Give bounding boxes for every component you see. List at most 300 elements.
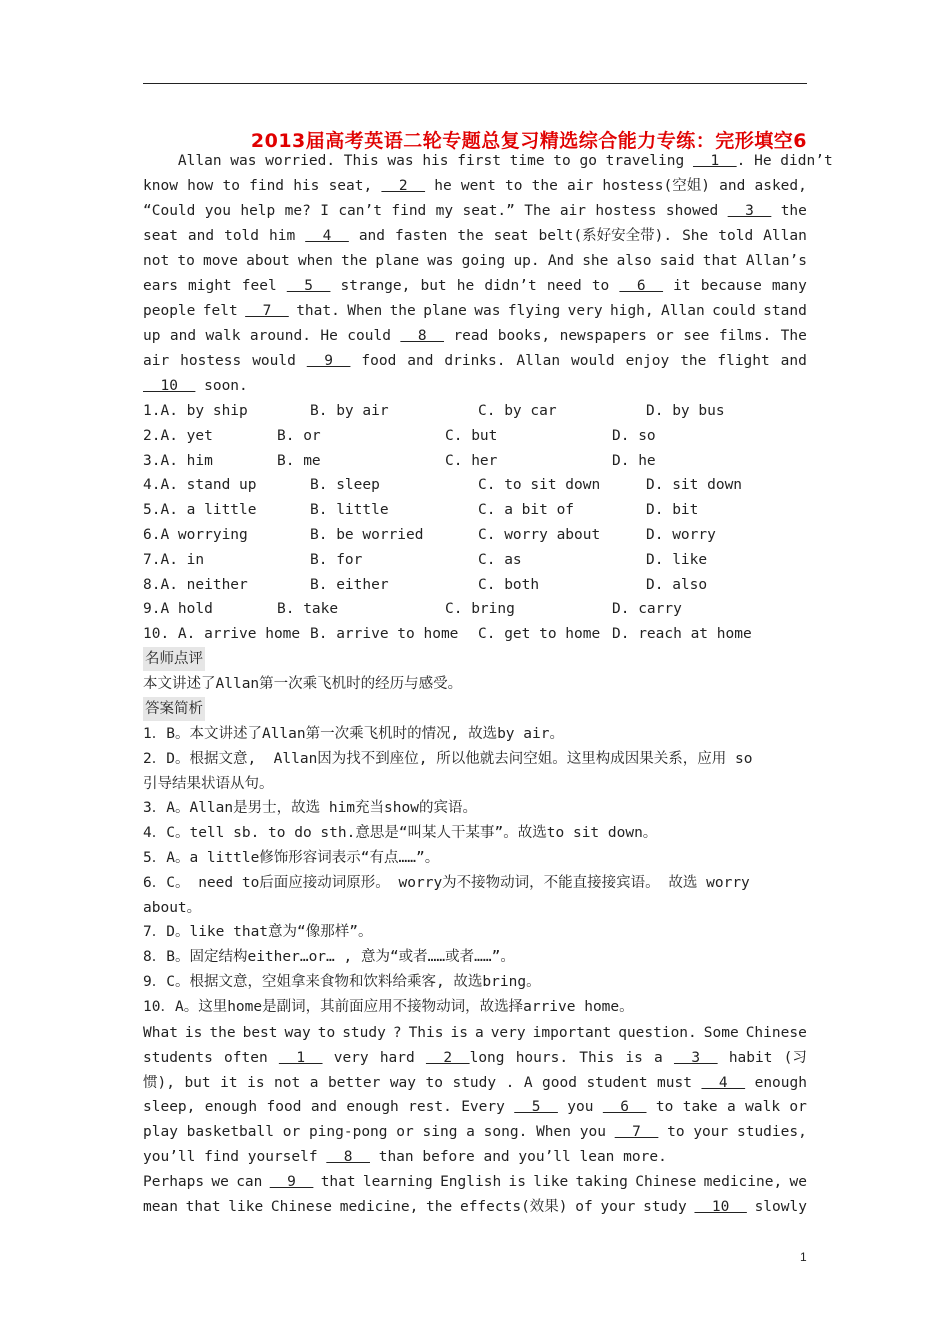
word: hostess(空姐) xyxy=(602,178,710,194)
word: play xyxy=(143,1124,178,1141)
word: and xyxy=(780,353,807,369)
word: the xyxy=(426,1198,453,1215)
word: food xyxy=(266,1099,302,1116)
option: 9.A hold xyxy=(143,601,213,618)
word: but xyxy=(420,278,447,294)
word: Chinese xyxy=(745,1025,807,1041)
word: study xyxy=(643,1198,687,1215)
word: Chinese xyxy=(635,1173,697,1190)
word: can xyxy=(236,1173,263,1190)
word: fasten xyxy=(395,228,448,244)
word: that xyxy=(702,253,738,269)
word: sleep, xyxy=(143,1099,196,1116)
word: He xyxy=(320,328,338,344)
word: me? xyxy=(284,203,311,219)
options-row xyxy=(143,498,807,522)
word: is xyxy=(247,1074,265,1091)
word xyxy=(307,349,351,373)
word: Chinese xyxy=(270,1198,333,1215)
word: and xyxy=(719,178,746,194)
word: to xyxy=(177,253,195,269)
answer-line xyxy=(143,871,807,895)
word: also xyxy=(616,253,652,269)
word: showed xyxy=(665,203,719,219)
passage2-line xyxy=(143,1071,807,1095)
word: your xyxy=(693,1124,729,1141)
word: not xyxy=(143,253,170,269)
answer-line xyxy=(143,821,807,845)
answer-line-text: 4．C。tell sb. to do sth.意思是“叫某人干某事”。故选to sit down。 xyxy=(143,825,658,842)
answer-line-text: 5．A。a little修饰形容词表示“有点……”。 xyxy=(143,850,440,866)
word xyxy=(270,1170,314,1194)
word: student xyxy=(586,1074,648,1091)
word: and xyxy=(169,328,197,344)
word: 2 long xyxy=(425,1049,505,1066)
option: C. to sit down xyxy=(478,477,601,494)
word: strange, xyxy=(340,278,411,294)
word: ? xyxy=(392,1025,402,1041)
word: way xyxy=(389,1074,417,1091)
word xyxy=(619,274,663,298)
answer-line xyxy=(143,772,807,796)
option: C. bring xyxy=(445,601,515,618)
passage1-line xyxy=(143,374,807,398)
passage1-line xyxy=(143,349,807,373)
word: your xyxy=(600,1198,636,1215)
answers-header-text: 答案简析 xyxy=(143,697,205,721)
word: how xyxy=(187,178,214,194)
word: song. xyxy=(483,1124,528,1141)
options-row xyxy=(143,548,807,572)
word: went xyxy=(460,178,496,194)
word: ears xyxy=(143,278,178,294)
word: seat.” xyxy=(462,203,515,219)
answer-line xyxy=(143,945,807,969)
teacher-comment xyxy=(143,672,807,696)
word: or xyxy=(789,1099,807,1116)
word: plane xyxy=(423,303,467,319)
options-row xyxy=(143,473,807,497)
word xyxy=(287,274,331,298)
word: A xyxy=(523,1074,533,1091)
answer-line xyxy=(143,896,807,920)
word: This xyxy=(579,1049,615,1066)
answer-line xyxy=(143,970,807,994)
option: D. also xyxy=(646,576,708,593)
word xyxy=(603,1095,647,1119)
word: would xyxy=(252,353,296,369)
passage2-line xyxy=(143,1046,807,1070)
answer-line-text: 1．B。本文讲述了Allan第一次乘飞机时的情况, 故选by air。 xyxy=(143,726,564,742)
word: basketball xyxy=(186,1124,274,1141)
word: can’t xyxy=(338,203,382,219)
word: “Could xyxy=(143,203,196,219)
word: and xyxy=(358,228,386,244)
passage1-line xyxy=(143,249,807,273)
word: 10 soon. xyxy=(143,378,248,394)
option: D. reach at home xyxy=(612,626,752,643)
word: When xyxy=(536,1124,571,1141)
word: see xyxy=(683,328,710,344)
option: C. her xyxy=(445,452,498,469)
passage1-line xyxy=(143,174,807,198)
options-row xyxy=(143,424,807,448)
word: going xyxy=(461,253,506,269)
cloze-blank: 3 xyxy=(673,1049,718,1066)
word: I xyxy=(320,203,329,219)
teacher-comment-header-text: 名师点评 xyxy=(143,647,205,671)
cloze-blank: 9 xyxy=(269,1173,314,1190)
option: B. for xyxy=(310,551,363,568)
word: best xyxy=(242,1025,278,1041)
word xyxy=(245,299,289,323)
word: my xyxy=(435,203,454,219)
word: because xyxy=(700,278,762,294)
word: better xyxy=(327,1074,381,1091)
answer-line xyxy=(143,796,807,820)
word: newspapers xyxy=(559,328,647,344)
option: D. he xyxy=(612,452,656,469)
word: is xyxy=(625,1049,643,1066)
option: C. worry about xyxy=(478,527,601,543)
word: films. xyxy=(718,328,772,344)
word: hostess xyxy=(595,203,657,219)
word: you xyxy=(579,1124,606,1141)
cloze-blank: 3 xyxy=(727,203,772,219)
word: up. xyxy=(513,253,540,269)
word: This xyxy=(408,1025,444,1041)
word: is xyxy=(508,1173,526,1190)
passage2-line xyxy=(143,1145,807,1169)
options-row xyxy=(143,622,807,646)
word xyxy=(728,199,772,223)
word: stand xyxy=(763,303,807,319)
word: asked, xyxy=(754,178,807,194)
word: and xyxy=(187,228,215,244)
word: She xyxy=(682,228,709,244)
word: seat, xyxy=(328,178,373,194)
word: food xyxy=(361,353,397,369)
cloze-blank: 1 xyxy=(278,1049,323,1066)
word: English xyxy=(440,1173,502,1190)
word: many xyxy=(771,278,807,294)
word: Allan was worried. This was his first time to go traveling 1 . He didn’t xyxy=(143,153,833,169)
word: when xyxy=(297,253,333,269)
word: air xyxy=(566,178,594,194)
word: to xyxy=(504,178,523,194)
word: enough xyxy=(204,1099,258,1116)
answer-line xyxy=(143,846,807,870)
word: people xyxy=(143,303,196,319)
word xyxy=(615,1120,659,1144)
passage1-line xyxy=(143,199,807,223)
word: it xyxy=(673,278,691,294)
word: like xyxy=(228,1198,264,1215)
word: way xyxy=(284,1025,311,1041)
answer-line xyxy=(143,920,807,944)
word: study xyxy=(452,1074,497,1091)
cloze-blank: 2 xyxy=(425,1049,470,1066)
word: that xyxy=(320,1173,356,1190)
word: the xyxy=(531,178,558,194)
word: Perhaps xyxy=(143,1173,205,1190)
word: walk xyxy=(205,328,241,344)
word: is xyxy=(184,1025,203,1041)
option: B. little xyxy=(310,502,389,519)
options-row xyxy=(143,597,807,621)
cloze-blank: 8 xyxy=(326,1149,370,1165)
word: study xyxy=(342,1025,386,1041)
option: 7.A. in xyxy=(143,551,205,568)
word: books, xyxy=(497,328,551,344)
word: taking xyxy=(575,1173,628,1190)
passage1-line xyxy=(143,324,807,348)
answer-line xyxy=(143,995,807,1019)
word: like xyxy=(533,1173,569,1190)
word: to xyxy=(667,1124,685,1141)
option: C. both xyxy=(478,576,540,593)
passage2-line xyxy=(143,1120,807,1144)
word: enough xyxy=(754,1074,807,1091)
option: B. be worried xyxy=(310,527,424,543)
answer-line-text: about。 xyxy=(143,899,202,916)
word: find xyxy=(249,178,285,194)
word: take xyxy=(682,1099,718,1116)
option: D. bit xyxy=(646,502,699,519)
passage2-line xyxy=(143,1021,807,1045)
word: sing xyxy=(422,1124,458,1141)
word: you xyxy=(567,1099,594,1116)
option: 4.A. stand up xyxy=(143,477,257,494)
word: move xyxy=(203,253,238,269)
word: seat xyxy=(493,228,529,244)
word: a xyxy=(654,1049,663,1066)
passage2-line xyxy=(143,1170,807,1194)
word: told xyxy=(718,228,754,244)
word: air xyxy=(559,203,587,219)
word: 惯), xyxy=(143,1074,175,1091)
word: very xyxy=(490,1025,526,1041)
word: drinks. xyxy=(444,353,506,369)
word: you xyxy=(204,203,231,219)
word: habit xyxy=(728,1049,773,1066)
word: his xyxy=(293,178,320,194)
word: good xyxy=(542,1074,577,1091)
word: to xyxy=(655,1099,674,1116)
word: rest. xyxy=(408,1099,452,1116)
word: Allan xyxy=(661,303,705,319)
word: ping-pong xyxy=(308,1124,388,1141)
word: could xyxy=(712,303,756,319)
word: the xyxy=(780,203,807,219)
word: hostess xyxy=(180,353,242,369)
cloze-blank: 5 xyxy=(286,278,331,294)
word: felt xyxy=(202,303,238,319)
option: 2.A. yet xyxy=(143,427,213,444)
option: C. by car xyxy=(478,403,557,419)
word: often xyxy=(224,1049,268,1066)
word: we xyxy=(789,1173,807,1190)
option: D. worry xyxy=(646,527,716,543)
word: the xyxy=(341,253,368,269)
passage1-line xyxy=(143,299,807,323)
word: a xyxy=(466,1124,475,1141)
cloze-blank: 4 xyxy=(305,228,349,244)
passage1-line xyxy=(143,149,833,173)
word xyxy=(694,1195,746,1219)
option: B. either xyxy=(310,576,389,593)
option: 1.A. by ship xyxy=(143,403,248,419)
word: help xyxy=(240,203,276,219)
word: Some xyxy=(703,1025,739,1041)
word: Allan’s xyxy=(745,253,807,269)
word: the xyxy=(680,353,707,369)
word: or xyxy=(396,1124,414,1141)
cloze-blank: 1 xyxy=(692,153,737,169)
word: high, xyxy=(609,303,654,319)
word: belt(系好安全带). xyxy=(538,228,673,244)
options-row xyxy=(143,573,807,597)
word: the xyxy=(209,1025,236,1041)
word: find xyxy=(391,203,427,219)
options-row xyxy=(143,523,807,547)
word: him xyxy=(269,228,296,244)
word: important xyxy=(532,1025,612,1041)
word: is xyxy=(450,1025,468,1041)
word: Every xyxy=(461,1099,505,1116)
word: medicine, xyxy=(703,1173,783,1190)
page-number: 1 xyxy=(800,1250,807,1264)
word: he xyxy=(456,278,475,294)
word: . xyxy=(505,1074,515,1091)
word: effects(效果) xyxy=(459,1198,568,1215)
word: said xyxy=(659,253,695,269)
word: enough xyxy=(346,1099,399,1116)
answer-line-text: 7．D。like that意为“像那样”。 xyxy=(143,924,373,941)
option: C. but xyxy=(445,427,498,444)
word: told xyxy=(224,228,260,244)
word xyxy=(514,1095,558,1119)
word: enjoy xyxy=(625,353,670,369)
answer-line xyxy=(143,747,807,771)
word: didn’t xyxy=(484,278,537,294)
word: a xyxy=(474,1025,484,1041)
word: was xyxy=(474,303,501,319)
option: C. as xyxy=(478,551,522,568)
word xyxy=(305,224,349,248)
word: The xyxy=(780,328,807,344)
option: B. by air xyxy=(310,403,389,419)
cloze-blank: 7 xyxy=(245,303,289,319)
word: the xyxy=(457,228,484,244)
word: to xyxy=(425,1074,443,1091)
options-row xyxy=(143,449,807,473)
word: medicine, xyxy=(339,1198,419,1215)
passage1-line xyxy=(143,224,807,248)
word: a xyxy=(727,1099,736,1116)
word: What xyxy=(143,1025,178,1041)
word: (习 xyxy=(783,1049,807,1066)
answer-line-text: 8．B。固定结构either…or… , 意为“或者……或者……”。 xyxy=(143,949,515,966)
options-row xyxy=(143,399,807,423)
word: that xyxy=(185,1198,221,1215)
word xyxy=(674,1046,718,1070)
cloze-blank: 6 xyxy=(602,1099,647,1116)
word: learning xyxy=(362,1173,433,1190)
option: C. a bit of xyxy=(478,502,575,519)
word: but xyxy=(184,1074,211,1091)
word: hours. xyxy=(515,1049,569,1066)
word: plane xyxy=(375,253,420,269)
word: slowly xyxy=(754,1198,807,1215)
word: she xyxy=(582,253,609,269)
word: When xyxy=(347,303,383,319)
word: The xyxy=(524,203,551,219)
word: Allan xyxy=(763,228,807,244)
word: of xyxy=(575,1198,593,1215)
answer-line-text: 6．C。 need to后面应接动词原形。 worry为不接物动词，不能直接接宾语。 故选 worry xyxy=(143,874,750,891)
option: 3.A. him xyxy=(143,452,213,469)
word: to xyxy=(591,278,610,294)
passage1-line xyxy=(143,274,807,298)
word: very xyxy=(333,1049,369,1066)
passage2-line xyxy=(143,1095,807,1119)
option: D. sit down xyxy=(646,477,743,494)
word: know xyxy=(143,178,178,194)
word xyxy=(381,174,425,198)
word: that. xyxy=(296,303,340,319)
teacher-comment-header xyxy=(143,647,807,671)
word: need xyxy=(546,278,582,294)
answer-line-text: 引导结果状语从句。 xyxy=(143,775,274,792)
teacher-comment-text: 本文讲述了Allan第一次乘飞机时的经历与感受。 xyxy=(143,676,463,692)
word: might xyxy=(188,278,232,294)
cloze-blank: 6 xyxy=(619,278,664,294)
cloze-blank: 10 xyxy=(143,378,196,394)
answer-line-text: 3．A。Allan是男士，故选 him充当show的宾语。 xyxy=(143,800,477,817)
word: the xyxy=(389,303,416,319)
word: And xyxy=(547,253,575,269)
answers-header xyxy=(143,697,807,721)
option: B. or xyxy=(277,427,321,444)
word: around. xyxy=(249,328,311,344)
answer-line-text: 2．D。根据文意, Allan因为找不到座位, 所以他就去问空姐。这里构成因果关系，应用 so xyxy=(143,750,753,767)
word: was xyxy=(427,253,454,269)
word: about xyxy=(246,253,290,269)
word: read xyxy=(453,328,489,344)
page-title: 2013届高考英语二轮专题总复习精选综合能力专练：完形填空6 xyxy=(250,130,807,152)
cloze-blank: 2 xyxy=(381,178,426,194)
answer-line xyxy=(143,722,807,746)
word: air xyxy=(143,353,170,369)
option: B. take xyxy=(277,601,339,618)
word: we xyxy=(211,1173,229,1190)
word: you’ll find yourself 8 than before and you’ll lean more. xyxy=(143,1149,667,1165)
word: up xyxy=(143,328,161,344)
option: B. sleep xyxy=(310,477,380,494)
passage2-line xyxy=(143,1195,807,1219)
option: 6.A worrying xyxy=(143,527,248,543)
cloze-blank: 9 xyxy=(306,353,351,369)
word: hard xyxy=(379,1049,415,1066)
cloze-blank: 8 xyxy=(400,328,445,344)
word: or xyxy=(656,328,674,344)
word: feel xyxy=(241,278,277,294)
answer-line-text: 9．C。根据文意，空姐拿来食物和饮料给乘客, 故选bring。 xyxy=(143,974,541,990)
word: and xyxy=(310,1099,338,1116)
word: to xyxy=(317,1025,336,1041)
word: to xyxy=(222,178,240,194)
